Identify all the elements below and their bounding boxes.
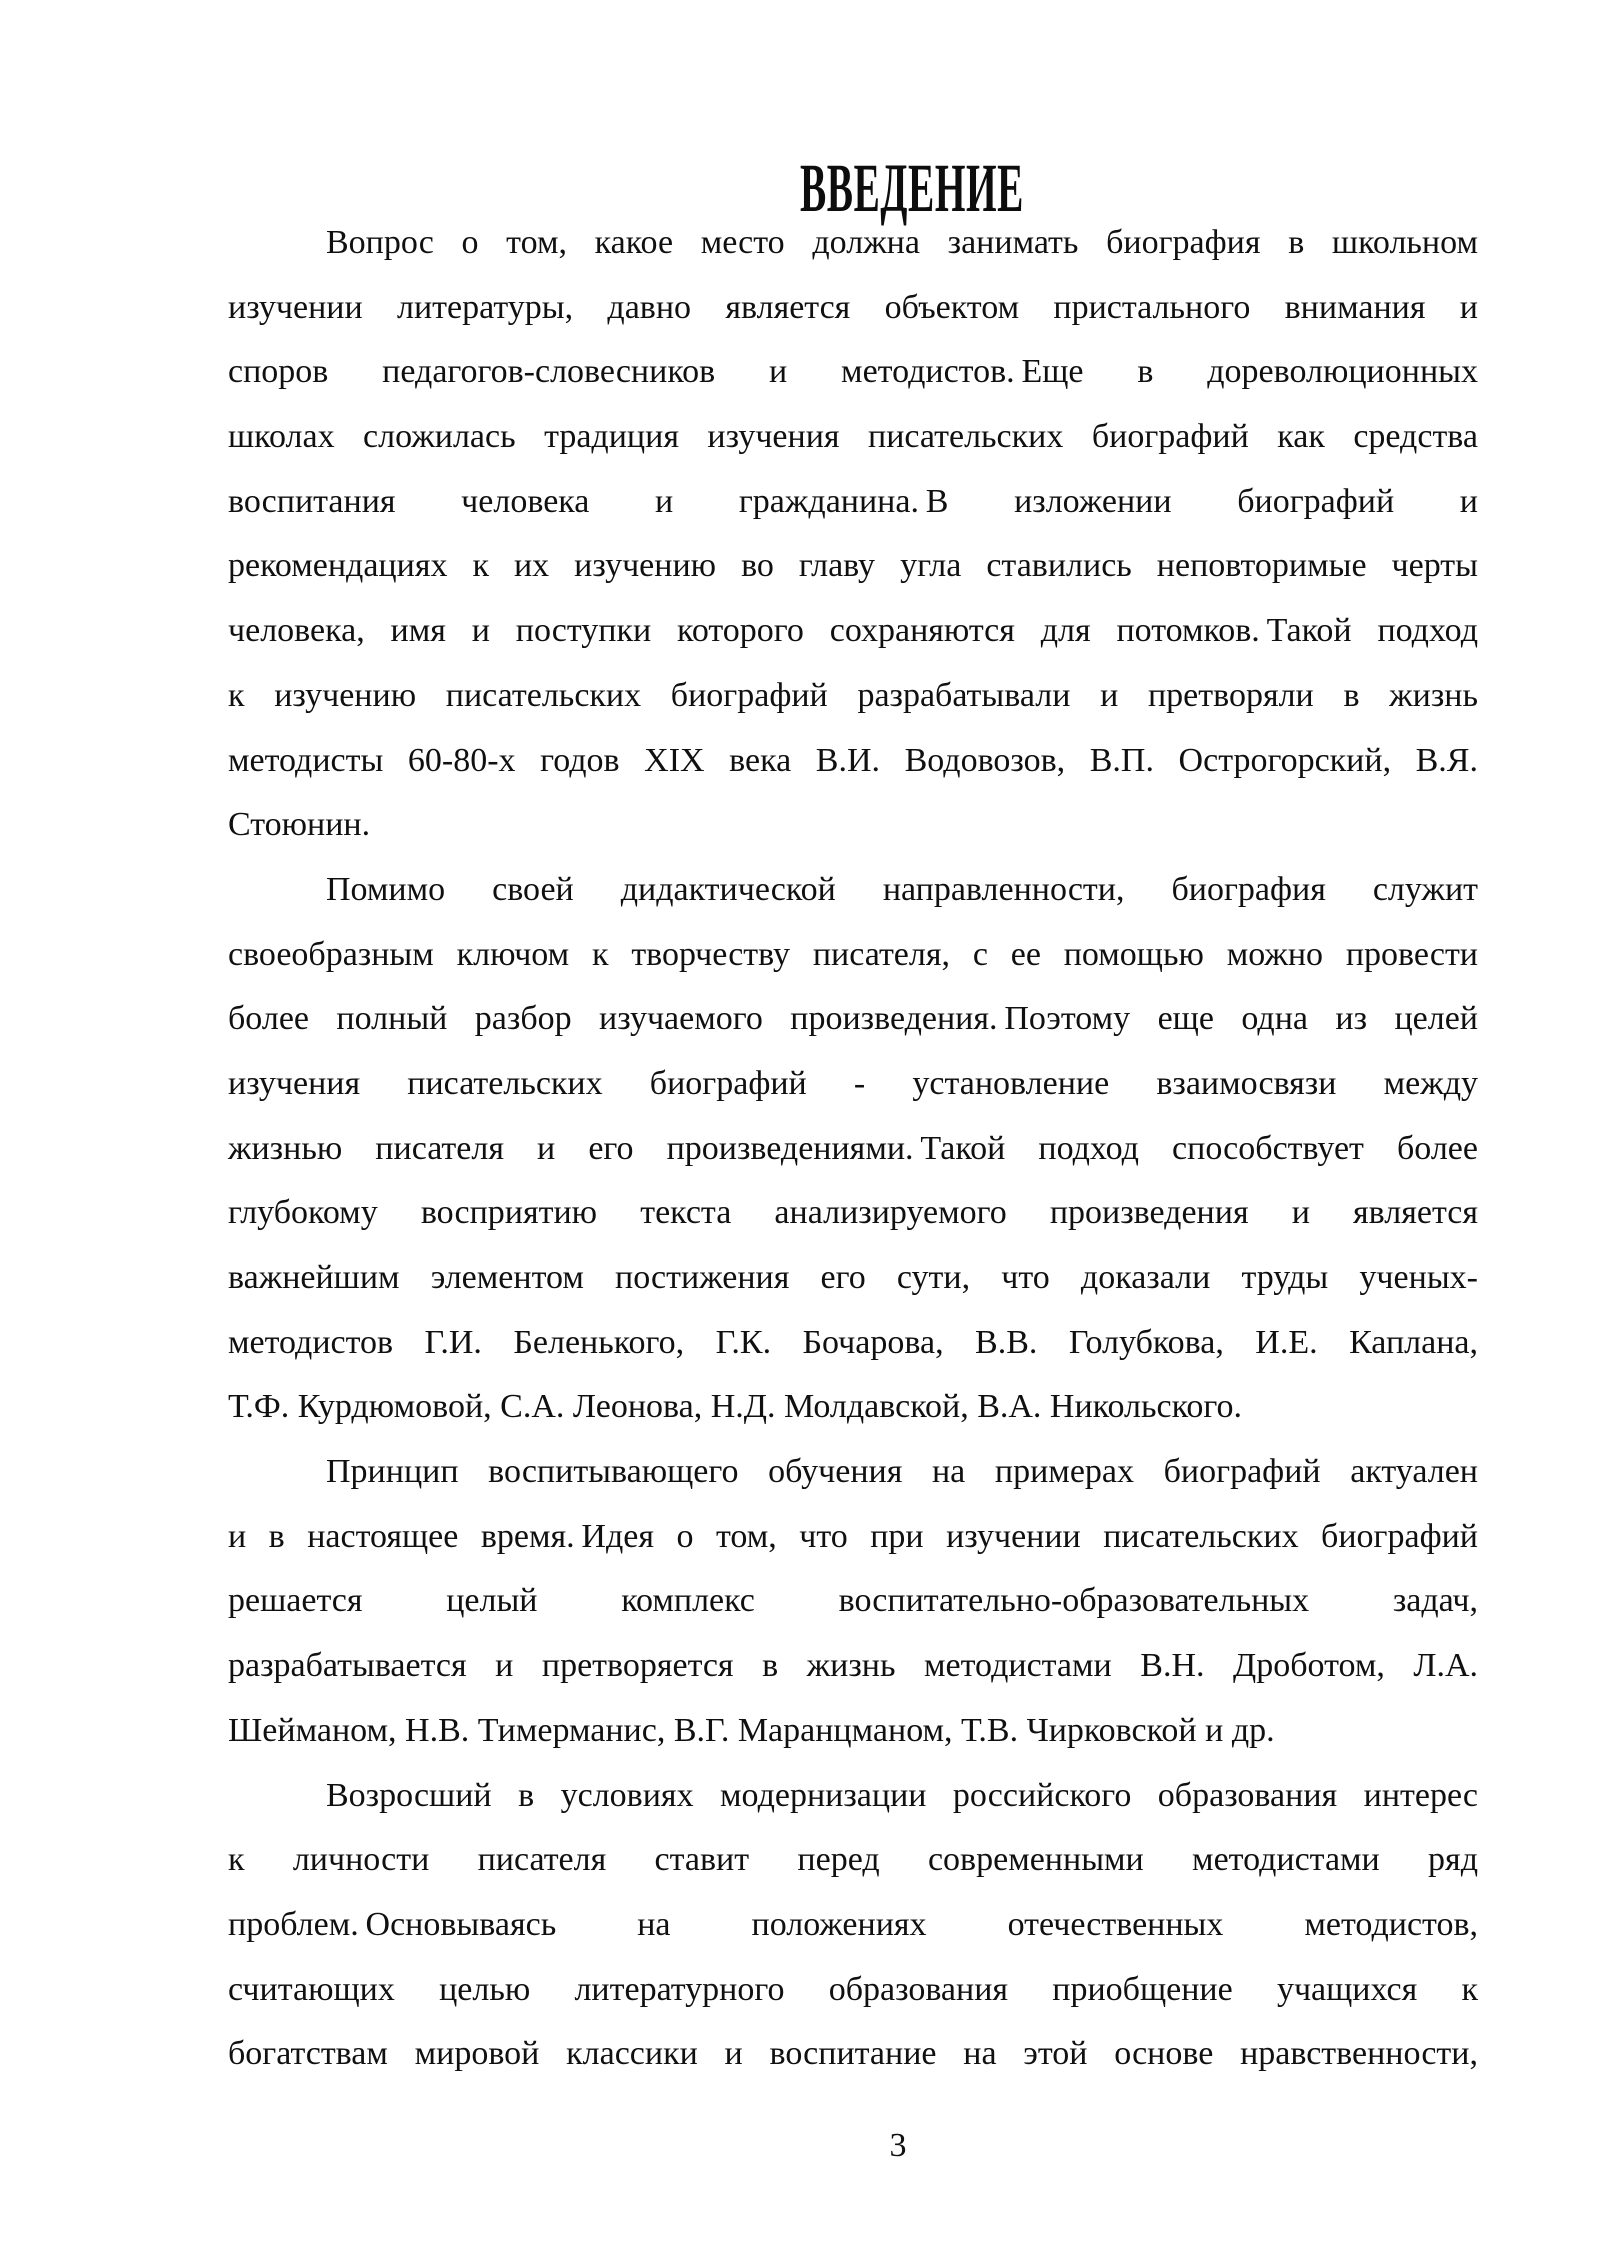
text-line: Принцип воспитывающего обучения на примерах биографий актуален [326,1453,1478,1491]
text-line: Т.Ф. Курдюмовой, С.А. Леонова, Н.Д. Молдавской, В.А. Никольского. [228,1388,1242,1426]
page-title-text: ВВЕДЕНИЕ [800,150,1024,226]
text-line: изучения писательских биографий - установление взаимосвязи между [228,1064,1478,1102]
text-line: к изучению писательских биографий разрабатывали и претворяли в жизнь [228,676,1478,714]
text-line: Помимо своей дидактической направленности, биография служит [326,870,1478,908]
text-line: глубокому восприятию текста анализируемого произведения и является [228,1194,1478,1232]
text-line: решается целый комплекс воспитательно-образовательных задач, [228,1582,1478,1620]
text-line: и в настоящее время. Идея о том, что при изучении писательских биографий [228,1517,1478,1555]
text-line: Стоюнин. [228,806,371,844]
text-line: споров педагогов-словесников и методистов. Еще в дореволюционных [228,353,1478,391]
text-line: более полный разбор изучаемого произведения. Поэтому еще одна из целей [228,1000,1478,1038]
text-line: считающих целью литературного образования приобщение учащихся к [228,1970,1478,2008]
page-number: 3 [889,2127,907,2164]
text-line: разрабатывается и претворяется в жизнь методистами В.Н. Дроботом, Л.А. [228,1647,1478,1685]
text-line: школах сложилась традиция изучения писательских биографий как средства [228,418,1478,456]
text-line: к личности писателя ставит перед современными методистами ряд [228,1841,1478,1879]
text-line: важнейшим элементом постижения его сути, что доказали труды ученых- [228,1259,1478,1296]
text-line: проблем. Основываясь на положениях отечественных методистов, [228,1905,1478,1943]
text-line: Возросший в условиях модернизации российского образования интерес [326,1776,1478,1814]
text-line: богатствам мировой классики и воспитание на этой основе нравственности, [228,2035,1478,2073]
text-line: изучении литературы, давно является объектом пристального внимания и [228,288,1478,326]
text-line: своеобразным ключом к творчеству писателя, с ее помощью можно провести [228,935,1478,973]
text-line: методистов Г.И. Беленького, Г.К. Бочарова, В.В. Голубкова, И.Е. Каплана, [228,1323,1478,1361]
text-line: человека, имя и поступки которого сохраняются для потомков. Такой подход [228,612,1478,650]
text-line: методисты 60-80-х годов XIX века В.И. Водовозов, В.П. Острогорский, В.Я. [228,741,1478,779]
text-line: воспитания человека и гражданина. В изложении биографий и [228,482,1478,520]
text-line: Шейманом, Н.В. Тимерманис, В.Г. Маранцманом, Т.В. Чирковской и др. [228,1711,1275,1749]
document-body [228,211,1478,2087]
text-line: рекомендациях к их изучению во главу угла ставились неповторимые черты [228,547,1478,585]
text-line: Вопрос о том, какое место должна занимать биография в школьном [326,224,1478,261]
text-line: жизнью писателя и его произведениями. Такой подход способствует более [228,1129,1478,1167]
